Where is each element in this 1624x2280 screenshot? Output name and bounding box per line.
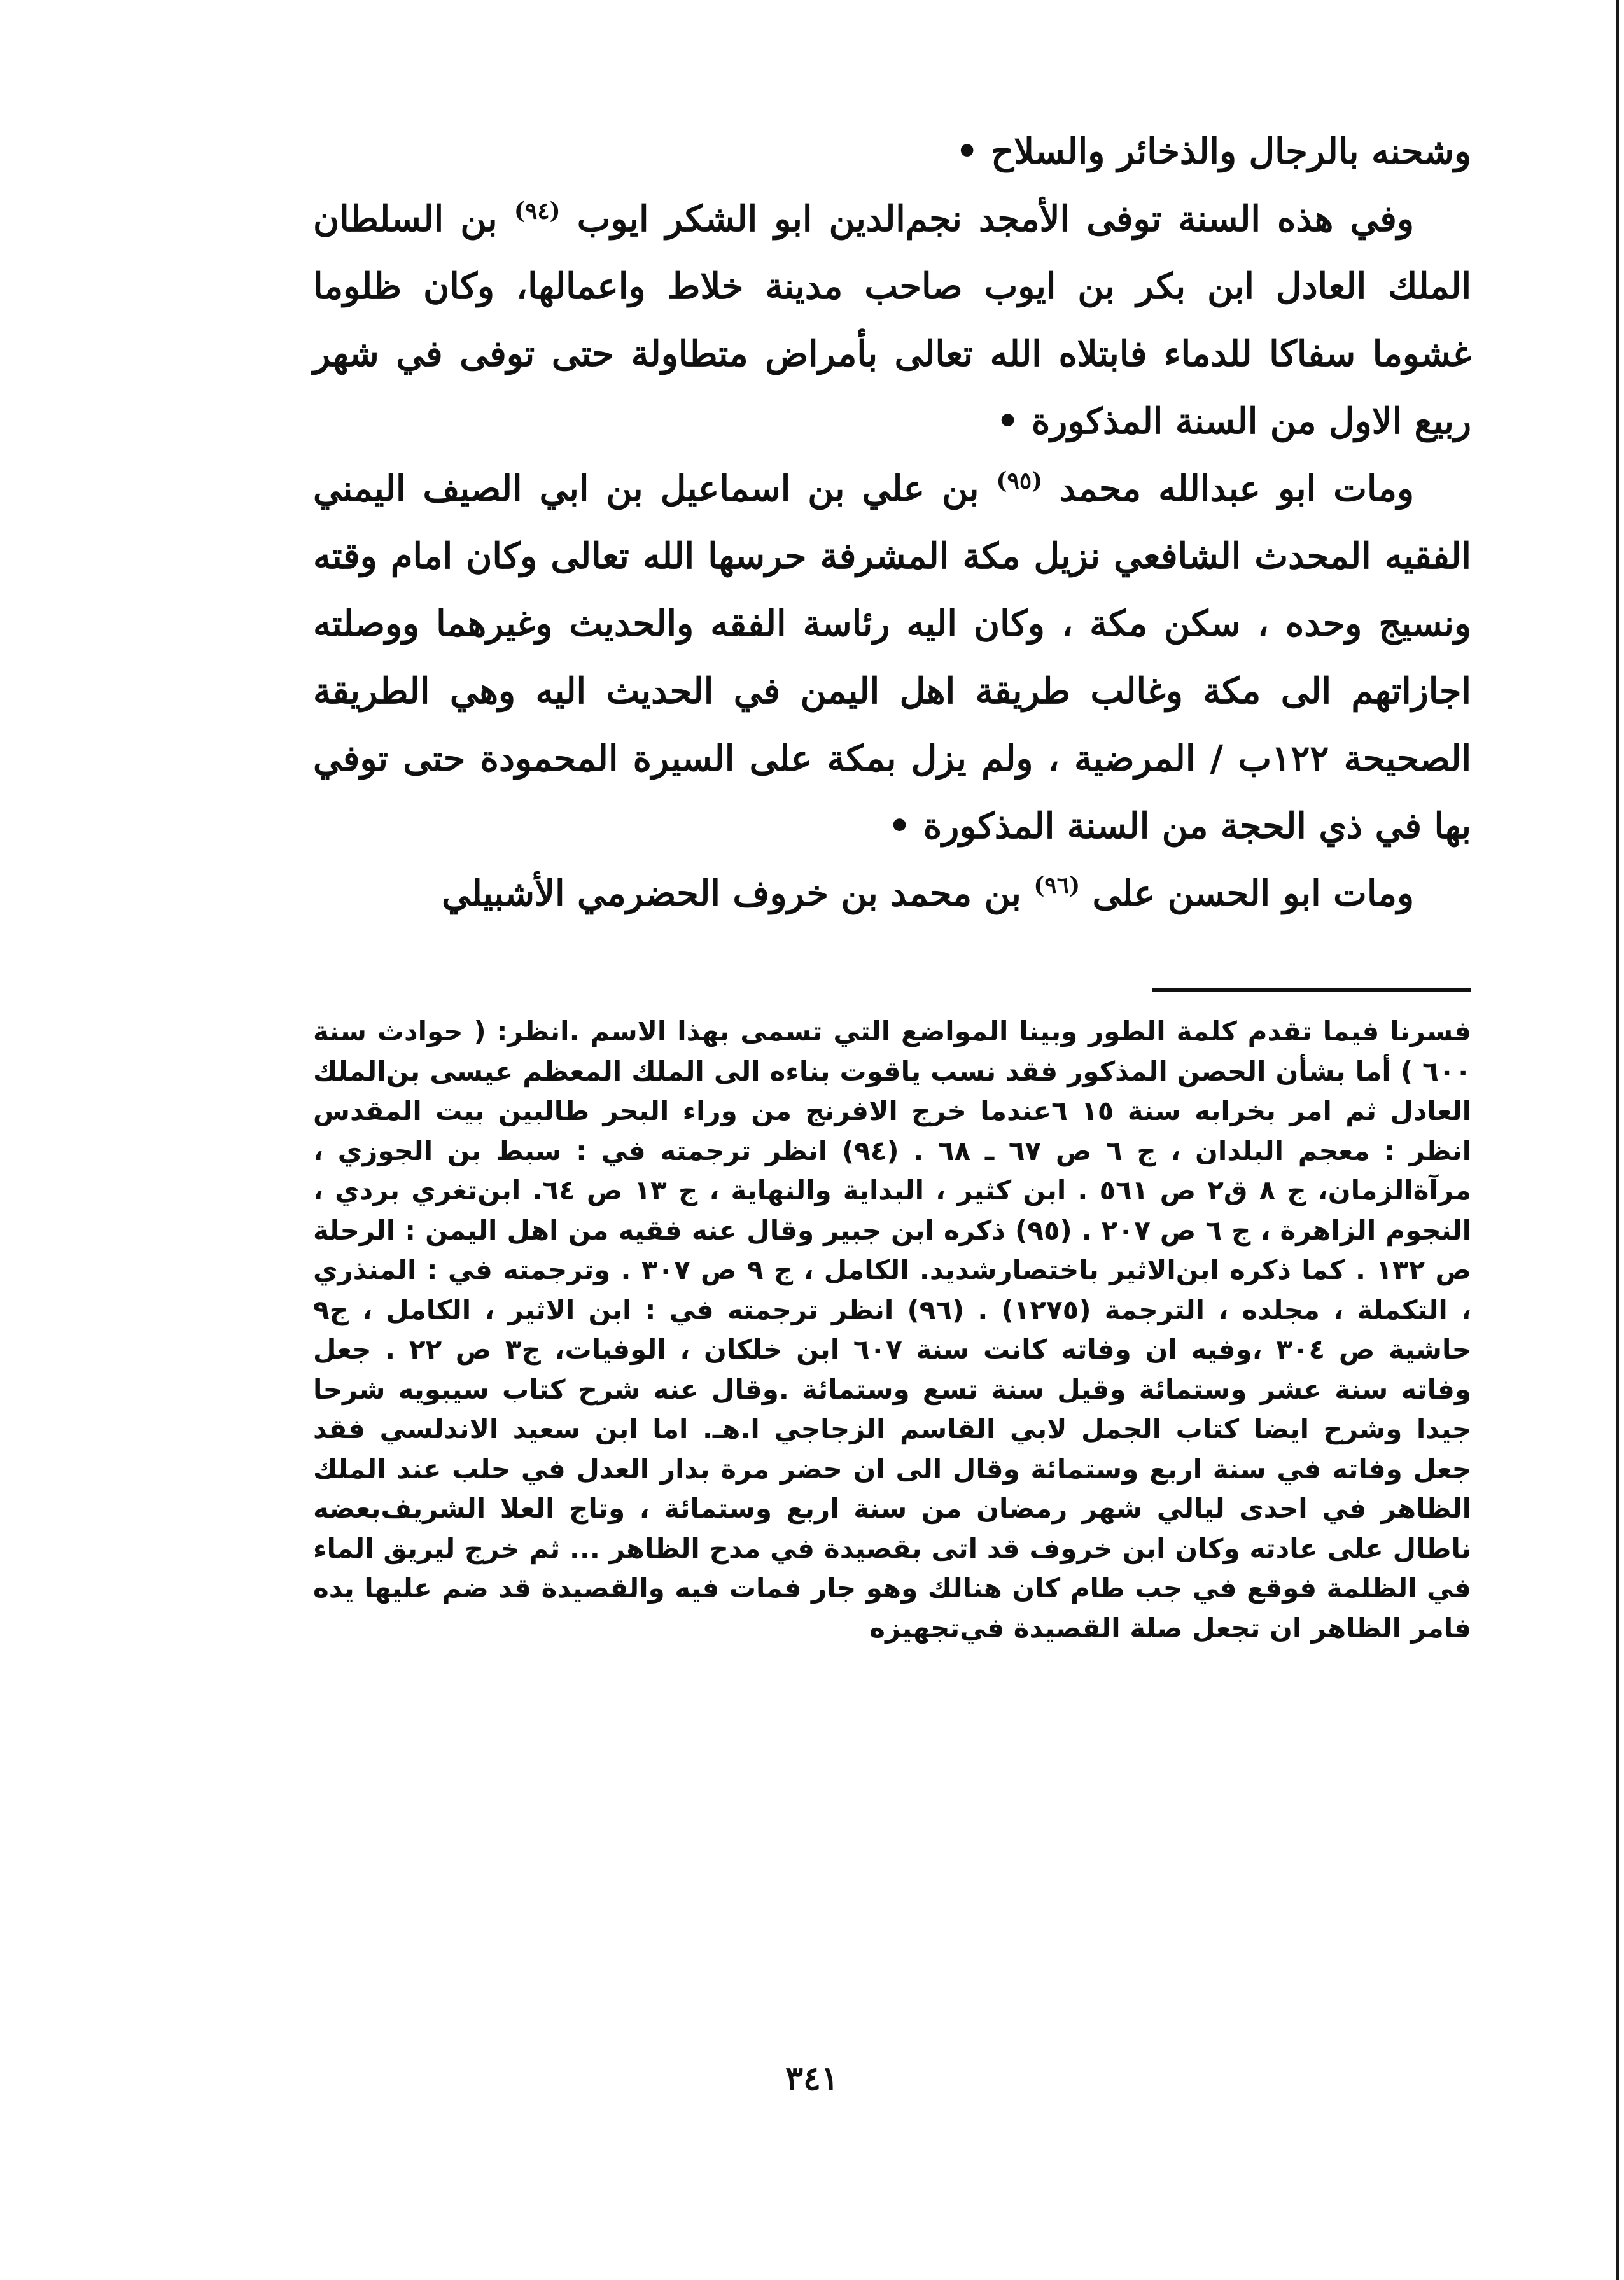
paragraph-text: بن محمد بن خروف الحضرمي الأشبيلي bbox=[442, 872, 1021, 914]
body-paragraph-4 bbox=[313, 860, 1471, 927]
paragraph-text: ومات ابو عبدالله محمد bbox=[1060, 468, 1415, 510]
footnote-reference-95: (٩٥) bbox=[996, 467, 1043, 494]
paragraph-text: بن علي بن اسماعيل بن ابي الصيف اليمني الفقيه المحدث الشافعي نزيل مكة المشرفة حرسها الله تعالى وكان امام وقته ونسيج وحده ، سكن مكة ، وكان اليه رئاسة الفقه والحديث وغيرهما ووصلته اجازاتهم الى مكة وغالب طريقة اهل اليمن في الحديث اليه وهي الطريقة الصحيحة ١٢٢ب / المرضية ، ولم يزل بمكة على السيرة المحمودة حتى توفي بها في ذي الحجة من السنة المذكورة • bbox=[313, 468, 1472, 847]
paragraph-text: وفي هذه السنة توفى الأمجد نجم‌الدين ابو الشكر ايوب bbox=[577, 198, 1414, 240]
body-paragraph-1: وشحنه بالرجال والذخائر والسلاح • bbox=[955, 130, 1471, 172]
page-number: ٣٤١ bbox=[785, 2059, 839, 2098]
body-paragraph-2 bbox=[313, 185, 1471, 455]
footnotes-block bbox=[313, 1012, 1471, 1648]
footnote-reference-94: (٩٤) bbox=[514, 197, 561, 225]
footnote-reference-96: (٩٦) bbox=[1033, 872, 1081, 899]
body-paragraph-3 bbox=[313, 455, 1471, 860]
paragraph-text: ومات ابو الحسن على bbox=[1092, 872, 1414, 914]
scan-edge-line bbox=[1616, 0, 1619, 2280]
footnote-separator bbox=[1152, 988, 1471, 992]
main-body-text bbox=[313, 118, 1471, 927]
paragraph-text: بن السلطان الملك العادل ابن بكر بن ايوب صاحب مدينة خلاط واعمالها، وكان ظلوما غشوما سفاكا للدماء فابتلاه الله تعالى بأمراض متطاولة حتى توفى في شهر ربيع الاول من السنة المذكورة • bbox=[313, 198, 1471, 442]
footnotes-text: فسرنا فيما تقدم كلمة الطور وبينا المواضع التي تسمى بهذا الاسم .انظر: ( حوادث سنة ٦٠٠ ) أما بشأن الحصن المذكور فقد نسب ياقوت بناءه الى الملك المعظم عيسى بن‌الملك العادل ثم امر بخرابه سنة ١٥ ٦عندما خرج الافرنج من وراء البحر طالبين بيت المقدس انظر : معجم البلدان ، ج ٦ ص ٦٧ ـ ٦٨ . (٩٤) انظر ترجمته في : سبط بن الجوزي ، مرآة‌الزمان، ج ٨ ق٢ ص ٥٦١ . ابن كثير ، البداية والنهاية ، ج ١٣ ص ٦٤. ابن‌تغري بردي ، النجوم الزاهرة ، ج ٦ ص ٢٠٧ . (٩٥) ذكره ابن جبير وقال عنه فقيه من اهل اليمن : الرحلة ص ١٣٢ . كما ذكره ابن‌الاثير باختصارشديد. الكامل ، ج ٩ ص ٣٠٧ . وترجمته في : المنذري ، التكملة ، مجلده ، الترجمة (١٢٧٥) . (٩٦) انظر ترجمته في : ابن الاثير ، الكامل ، ج٩ حاشية ص ٣٠٤ ،وفيه ان وفاته كانت سنة ٦٠٧ ابن خلكان ، الوفيات، ج٣ ص ٢٢ . جعل وفاته سنة عشر وستمائة وقيل سنة تسع وستمائة .وقال عنه شرح كتاب سيبويه شرحا جيدا وشرح ايضا كتاب الجمل لابي القاسم الزجاجي ا.هـ. اما ابن سعيد الاندلسي فقد جعل وفاته في سنة اربع وستمائة وقال الى ان حضر مرة بدار العدل في حلب عند الملك الظاهر في احدى ليالي شهر رمضان من سنة اربع وستمائة ، وتاج العلا الشريف‌بعضه ناطال على عادته وكان ابن خروف قد اتى بقصيدة في مدح الظاهر ... ثم خرج ليريق الماء في الظلمة فوقع في جب طام كان هنالك وهو جار فمات فيه والقصيدة قد ضم عليها يده فامر الظاهر ان تجعل صلة القصيدة في‌تجهيزه bbox=[313, 1016, 1472, 1644]
